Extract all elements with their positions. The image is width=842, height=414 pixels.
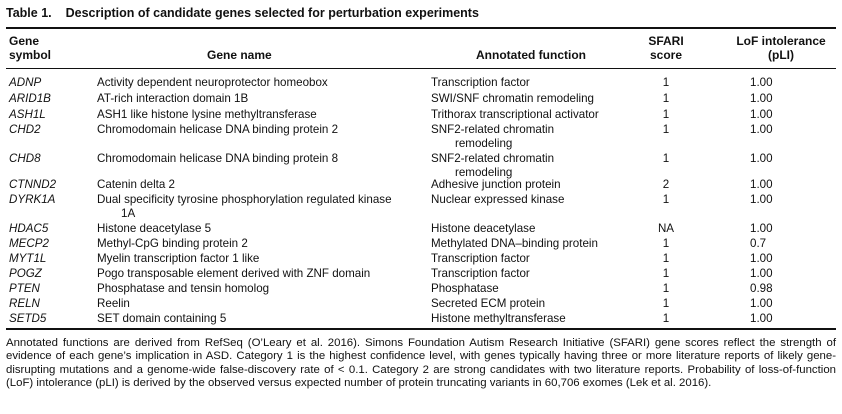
- pli-value-text: 1.00: [750, 267, 773, 280]
- gene-name: [97, 76, 422, 90]
- pli-value-text: 1.00: [750, 297, 773, 310]
- annotated-function-text: SNF2-related chromatin: [431, 123, 555, 136]
- gene-symbol: [9, 237, 49, 251]
- table-footnote: Annotated functions are derived from RefSeq (O’Leary et al. 2016). Simons Foundation Autism Research Initiative (SFARI) gene scores reflect the strength of evidence of each gene’s implication in ASD. Category 1 is the highest confidence level, with genes typically having three or more literature reports of likely gene-disrupting mutations and a genome-wide false-discovery rate of < 0.1. Category 2 are strong candidates with two literature reports. Probability of loss-of-function (LoF) intolerance (pLI) is derived by the observed versus expected number of protein truncating variants in 60,706 exomes (Lek et al. 2016).: [6, 337, 836, 389]
- gene-name-text: Chromodomain helicase DNA binding protein 2: [97, 123, 339, 136]
- gene-symbol: [9, 267, 42, 281]
- annotated-function: [431, 297, 621, 311]
- gene-symbol-text: SETD5: [9, 312, 47, 325]
- pli-value: [750, 123, 790, 137]
- gene-symbol: [9, 123, 41, 137]
- pli-value: [750, 178, 790, 192]
- sfari-score: [636, 297, 696, 311]
- annotated-function: [431, 178, 621, 192]
- gene-name: [97, 152, 422, 166]
- gene-symbol-text: DYRK1A: [9, 193, 56, 206]
- gene-name: [97, 92, 422, 106]
- pli-value-text: 1.00: [750, 152, 773, 165]
- sfari-score: [636, 312, 696, 326]
- gene-name-text: Histone deacetylase 5: [97, 222, 212, 235]
- gene-name: [97, 252, 422, 266]
- gene-symbol: [9, 178, 56, 192]
- pli-value: [750, 76, 790, 90]
- gene-name-text: AT-rich interaction domain 1B: [97, 92, 249, 105]
- gene-name: [97, 237, 422, 251]
- pli-value-text: 1.00: [750, 252, 773, 265]
- gene-symbol-text: MECP2: [9, 237, 49, 250]
- pli-value-text: 1.00: [750, 92, 773, 105]
- gene-name-text: SET domain containing 5: [97, 312, 227, 325]
- sfari-score-text: 1: [662, 252, 670, 265]
- table-caption: [6, 6, 479, 20]
- gene-name-continuation: 1A: [121, 206, 136, 220]
- pli-value: [750, 237, 790, 251]
- gene-symbol: [9, 152, 41, 166]
- gene-name-text: Dual specificity tyrosine phosphorylation regulated kinase: [97, 193, 392, 206]
- gene-name: [97, 178, 422, 192]
- gene-symbol-text: ADNP: [9, 76, 42, 89]
- sfari-score-text: 1: [662, 108, 670, 121]
- annotated-function-text: Histone deacetylase: [431, 222, 536, 235]
- gene-name-text: Pogo transposable element derived with ZNF domain: [97, 267, 371, 280]
- gene-name-text: Chromodomain helicase DNA binding protein 8: [97, 152, 339, 165]
- gene-symbol: [9, 92, 51, 106]
- header-gene-name: Gene name: [207, 48, 272, 62]
- annotated-function: [431, 76, 621, 90]
- annotated-function: [431, 222, 621, 236]
- sfari-score-text: 1: [662, 92, 670, 105]
- pli-value: [750, 312, 790, 326]
- gene-symbol-text: HDAC5: [9, 222, 49, 235]
- gene-symbol-text: CTNND2: [9, 178, 57, 191]
- gene-name: [97, 193, 422, 220]
- gene-name: [97, 108, 422, 122]
- annotated-function: [431, 92, 621, 106]
- gene-name-text: ASH1 like histone lysine methyltransferase: [97, 108, 317, 121]
- pli-value-text: 1.00: [750, 178, 773, 191]
- gene-symbol: [9, 193, 55, 207]
- annotated-function: [431, 267, 621, 281]
- gene-name: [97, 297, 422, 311]
- gene-symbol-text: CHD8: [9, 152, 41, 165]
- pli-value: [750, 108, 790, 122]
- sfari-score-text: 1: [662, 152, 670, 165]
- sfari-score: [636, 152, 696, 166]
- annotated-function: [431, 152, 621, 179]
- gene-symbol-text: PTEN: [9, 282, 40, 295]
- gene-name-text: Reelin: [97, 297, 130, 310]
- pli-value-text: 1.00: [750, 76, 773, 89]
- gene-symbol: [9, 282, 40, 296]
- annotated-function-text: Phosphatase: [431, 282, 499, 295]
- gene-symbol: [9, 76, 41, 90]
- gene-name-text: Myelin transcription factor 1 like: [97, 252, 260, 265]
- annotated-function-text: Nuclear expressed kinase: [431, 193, 565, 206]
- gene-symbol: [9, 108, 46, 122]
- sfari-score-text: 1: [662, 237, 670, 250]
- header-gene-symbol-line2: symbol: [9, 48, 52, 62]
- gene-symbol-text: CHD2: [9, 123, 41, 136]
- top-rule: [6, 27, 836, 29]
- sfari-score: [636, 237, 696, 251]
- annotated-function: [431, 282, 621, 296]
- annotated-function-text: Methylated DNA–binding protein: [431, 237, 598, 250]
- sfari-score: [636, 267, 696, 281]
- annotated-function-text: Transcription factor: [431, 76, 530, 89]
- annotated-function: [431, 123, 621, 150]
- sfari-score: [636, 222, 696, 236]
- sfari-score-text: 1: [662, 297, 670, 310]
- annotated-function-text: SWI/SNF chromatin remodeling: [431, 92, 595, 105]
- pli-value-text: 1.00: [750, 222, 773, 235]
- pli-value-text: 1.00: [750, 108, 773, 121]
- header-lof-line2: (pLI): [768, 48, 794, 62]
- sfari-score-text: 1: [662, 282, 670, 295]
- pli-value-text: 1.00: [750, 123, 773, 136]
- sfari-score: [636, 252, 696, 266]
- gene-name-text: Activity dependent neuroprotector homeobox: [97, 76, 328, 89]
- sfari-score: [636, 108, 696, 122]
- gene-symbol-text: MYT1L: [9, 252, 47, 265]
- header-lof-intolerance: [726, 34, 836, 62]
- gene-symbol-text: RELN: [9, 297, 40, 310]
- annotated-function-text: Trithorax transcriptional activator: [431, 108, 599, 121]
- annotated-function: [431, 312, 621, 326]
- sfari-score-text: 1: [662, 76, 670, 89]
- annotated-function-continuation: remodeling: [455, 136, 513, 150]
- pli-value: [750, 297, 790, 311]
- sfari-score-text: 2: [662, 178, 670, 191]
- gene-symbol-text: ASH1L: [9, 108, 46, 121]
- table-label: Table 1.: [6, 6, 52, 20]
- sfari-score: [636, 193, 696, 207]
- sfari-score-text: 1: [662, 312, 670, 325]
- table-title: Description of candidate genes selected for perturbation experiments: [65, 6, 479, 20]
- annotated-function-text: Secreted ECM protein: [431, 297, 546, 310]
- pli-value: [750, 193, 790, 207]
- header-rule: [6, 68, 836, 69]
- annotated-function-text: Adhesive junction protein: [431, 178, 561, 191]
- gene-symbol: [9, 312, 46, 326]
- pli-value-text: 0.98: [750, 282, 773, 295]
- pli-value: [750, 267, 790, 281]
- annotated-function-text: Histone methyltransferase: [431, 312, 566, 325]
- gene-symbol-text: POGZ: [9, 267, 42, 280]
- pli-value-text: 0.7: [750, 237, 767, 250]
- pli-value-text: 1.00: [750, 312, 773, 325]
- header-sfari-score: [636, 34, 696, 62]
- header-lof-line1: LoF intolerance: [736, 34, 826, 48]
- pli-value: [750, 92, 790, 106]
- header-gene-symbol-line1: Gene: [9, 34, 40, 48]
- pli-value: [750, 282, 790, 296]
- sfari-score: [636, 123, 696, 137]
- gene-symbol: [9, 252, 46, 266]
- gene-symbol-text: ARID1B: [9, 92, 51, 105]
- pli-value-text: 1.00: [750, 193, 773, 206]
- sfari-score-text: 1: [662, 193, 670, 206]
- header-sfari-line2: score: [649, 48, 683, 62]
- pli-value: [750, 252, 790, 266]
- bottom-rule: [6, 328, 836, 330]
- sfari-score-text: 1: [662, 123, 670, 136]
- sfari-score: [636, 282, 696, 296]
- gene-name-text: Phosphatase and tensin homolog: [97, 282, 270, 295]
- annotated-function: [431, 108, 621, 122]
- sfari-score: [636, 178, 696, 192]
- gene-name: [97, 282, 422, 296]
- sfari-score: [636, 76, 696, 90]
- header-gene-symbol: [9, 34, 51, 62]
- header-annotated-function: Annotated function: [476, 48, 586, 62]
- annotated-function: [431, 237, 621, 251]
- annotated-function-text: Transcription factor: [431, 267, 530, 280]
- pli-value: [750, 222, 790, 236]
- annotated-function: [431, 252, 621, 266]
- gene-symbol: [9, 297, 40, 311]
- gene-name: [97, 222, 422, 236]
- gene-name: [97, 312, 422, 326]
- header-sfari-line1: SFARI: [648, 34, 684, 48]
- annotated-function: [431, 193, 621, 207]
- sfari-score-text: NA: [657, 222, 675, 235]
- gene-name: [97, 267, 422, 281]
- gene-name: [97, 123, 422, 137]
- annotated-function-text: Transcription factor: [431, 252, 530, 265]
- pli-value: [750, 152, 790, 166]
- annotated-function-continuation: remodeling: [455, 165, 513, 179]
- sfari-score-text: 1: [662, 267, 670, 280]
- gene-name-text: Catenin delta 2: [97, 178, 175, 191]
- sfari-score: [636, 92, 696, 106]
- gene-name-text: Methyl-CpG binding protein 2: [97, 237, 248, 250]
- gene-symbol: [9, 222, 48, 236]
- annotated-function-text: SNF2-related chromatin: [431, 152, 555, 165]
